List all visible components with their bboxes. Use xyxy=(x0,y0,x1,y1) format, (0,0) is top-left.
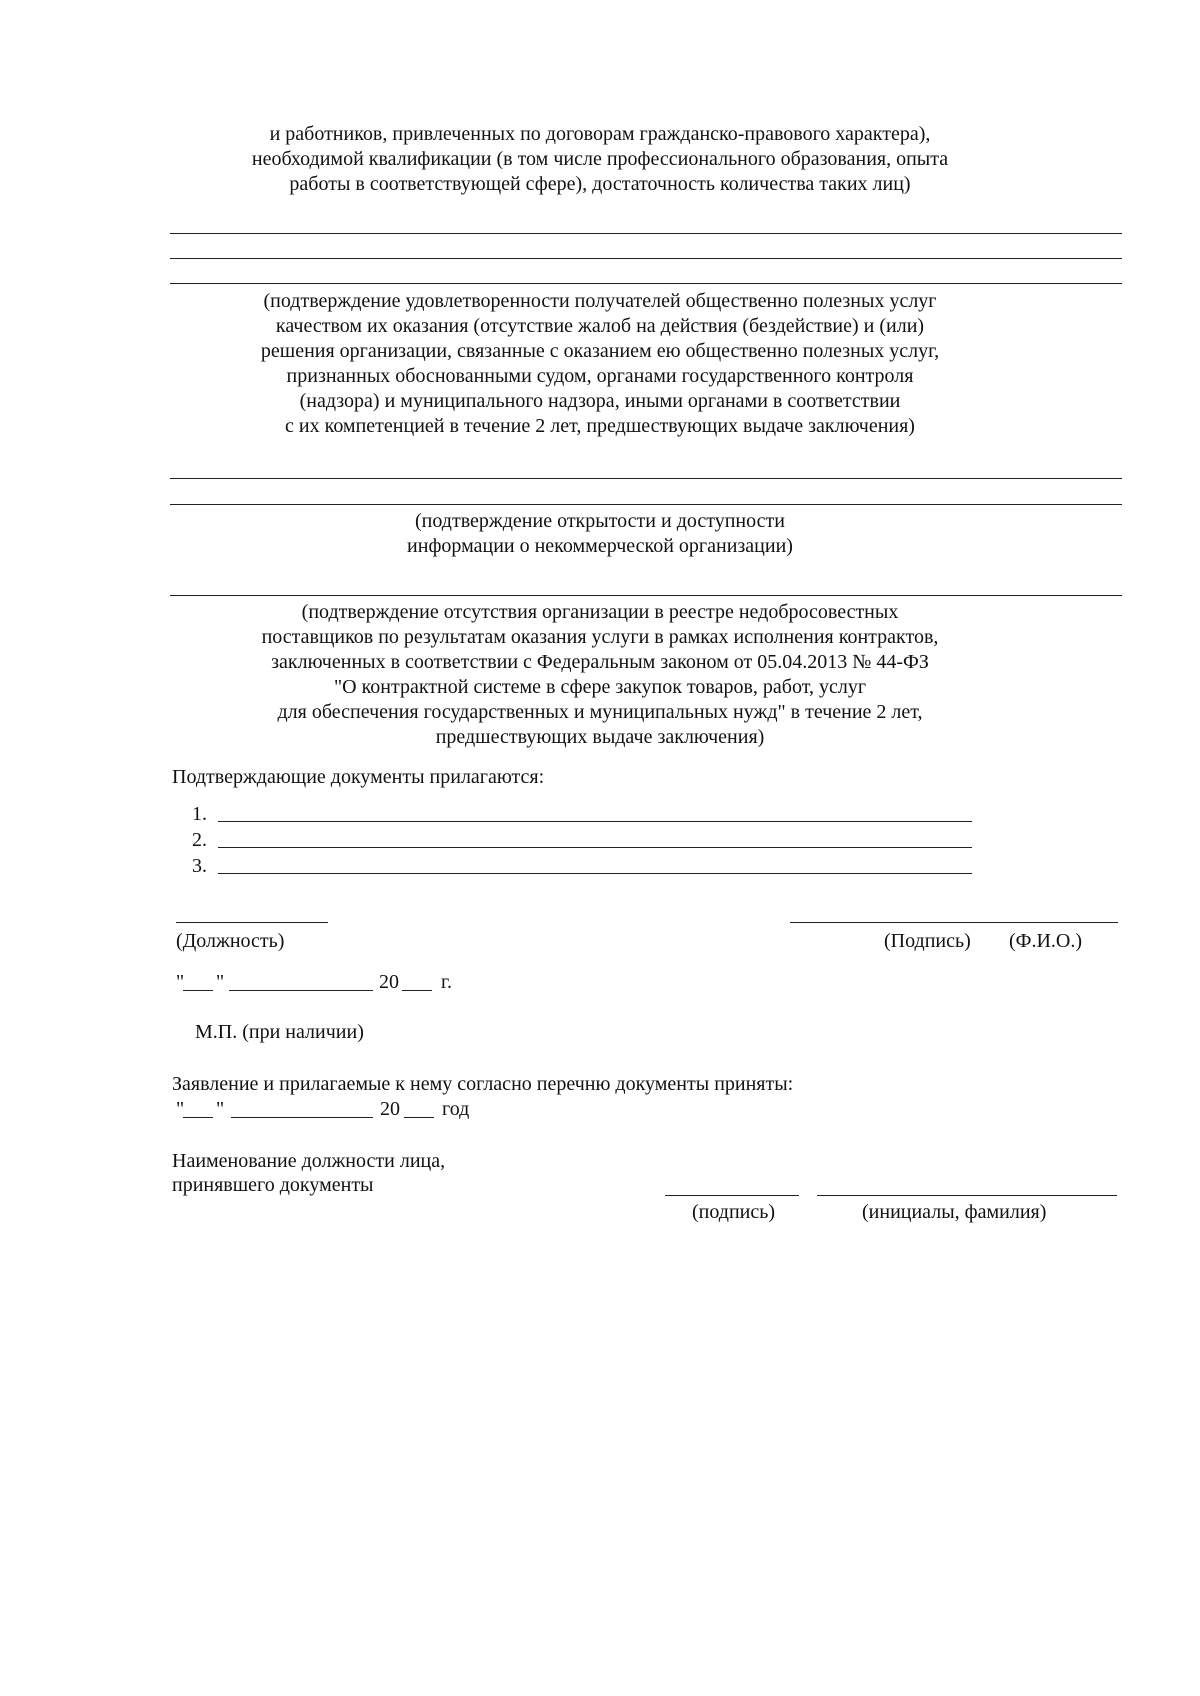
document-item[interactable] xyxy=(192,855,216,879)
acceptance-sign-label: (подпись) xyxy=(692,1201,776,1223)
registry-caption-line: поставщиков по результатам оказания услуги в рамках исполнения контрактов, xyxy=(261,626,939,648)
acceptance-sign-fill-line[interactable] xyxy=(665,1195,799,1196)
acceptance-initials-fill-line[interactable] xyxy=(817,1195,1117,1196)
document-item-number: 3. xyxy=(192,855,207,877)
openness-caption xyxy=(160,509,1040,559)
date-suffix: г. xyxy=(441,971,452,993)
acceptance-statement: Заявление и прилагаемые к нему согласно перечню документы приняты: xyxy=(172,1073,794,1095)
fill-line[interactable] xyxy=(170,283,1122,284)
document-item-number: 2. xyxy=(192,829,207,851)
satisfaction-caption-line: (подтверждение удовлетворенности получателей общественно полезных услуг xyxy=(263,290,937,312)
staff-caption-line: необходимой квалификации (в том числе профессионального образования, опыта xyxy=(251,148,949,170)
fill-line[interactable] xyxy=(170,233,1122,234)
satisfaction-caption-line: признанных обоснованными судом, органами государственного контроля xyxy=(286,365,914,387)
registry-caption-line: (подтверждение отсутствия организации в реестре недобросовестных xyxy=(301,601,899,623)
document-fill-line[interactable] xyxy=(218,873,972,874)
registry-caption xyxy=(160,600,1040,750)
stamp-label: М.П. (при наличии) xyxy=(195,1021,364,1043)
staff-caption-line: работы в соответствующей сфере), достаточность количества таких лиц) xyxy=(289,173,911,195)
openness-caption-line: (подтверждение открытости и доступности xyxy=(415,510,785,532)
satisfaction-caption-line: решения организации, связанные с оказанием ею общественно полезных услуг, xyxy=(260,340,940,362)
acceptance-day-fill-line[interactable] xyxy=(183,1117,213,1118)
position-label: (Должность) xyxy=(176,930,285,952)
official-title-line: принявшего документы xyxy=(172,1174,374,1196)
documents-heading: Подтверждающие документы прилагаются: xyxy=(172,766,545,788)
acceptance-date-century: 20 xyxy=(380,1098,400,1120)
registry-caption-line: заключенных в соответствии с Федеральным законом от 05.04.2013 № 44-ФЗ xyxy=(271,651,929,673)
date-century: 20 xyxy=(379,971,399,993)
acceptance-date-suffix: год xyxy=(442,1098,470,1120)
registry-caption-line: "О контрактной системе в сфере закупок товаров, работ, услуг xyxy=(333,676,867,698)
date-quote-close: " xyxy=(216,971,225,993)
date-month-fill-line[interactable] xyxy=(229,990,373,991)
position-fill-line[interactable] xyxy=(176,922,328,923)
date-day-fill-line[interactable] xyxy=(183,990,213,991)
signature-label: (Подпись) xyxy=(884,930,971,952)
acceptance-month-fill-line[interactable] xyxy=(231,1117,373,1118)
satisfaction-caption-line: (надзора) и муниципального надзора, иными органами в соответствии xyxy=(299,390,901,412)
registry-caption-line: для обеспечения государственных и муниципальных нужд" в течение 2 лет, xyxy=(277,701,923,723)
satisfaction-caption-line: качеством их оказания (отсутствие жалоб на действия (бездействие) и (или) xyxy=(275,315,925,337)
official-title-line: Наименование должности лица, xyxy=(172,1150,446,1172)
staff-caption-line: и работников, привлеченных по договорам гражданско-правового характера), xyxy=(269,123,931,145)
document-fill-line[interactable] xyxy=(218,847,972,848)
signature-fill-line[interactable] xyxy=(790,922,1118,923)
staff-caption xyxy=(160,122,1040,197)
fill-line[interactable] xyxy=(170,258,1122,259)
document-item[interactable] xyxy=(192,829,216,853)
date-year-fill-line[interactable] xyxy=(402,990,432,991)
acceptance-year-fill-line[interactable] xyxy=(404,1117,434,1118)
acceptance-date-quote-open: " xyxy=(176,1098,185,1120)
acceptance-initials-label: (инициалы, фамилия) xyxy=(862,1201,1047,1223)
full-name-label: (Ф.И.О.) xyxy=(1009,930,1083,952)
document-item-number: 1. xyxy=(192,803,207,825)
date-quote-open: " xyxy=(176,971,185,993)
satisfaction-caption-line: с их компетенцией в течение 2 лет, предшествующих выдаче заключения) xyxy=(285,415,915,437)
acceptance-date-quote-close: " xyxy=(216,1098,225,1120)
fill-line[interactable] xyxy=(170,595,1122,596)
registry-caption-line: предшествующих выдаче заключения) xyxy=(435,726,765,748)
document-item[interactable] xyxy=(192,803,216,827)
fill-line[interactable] xyxy=(170,478,1122,479)
satisfaction-caption xyxy=(160,289,1040,439)
fill-line[interactable] xyxy=(170,504,1122,505)
document-fill-line[interactable] xyxy=(218,821,972,822)
openness-caption-line: информации о некоммерческой организации) xyxy=(407,535,793,557)
